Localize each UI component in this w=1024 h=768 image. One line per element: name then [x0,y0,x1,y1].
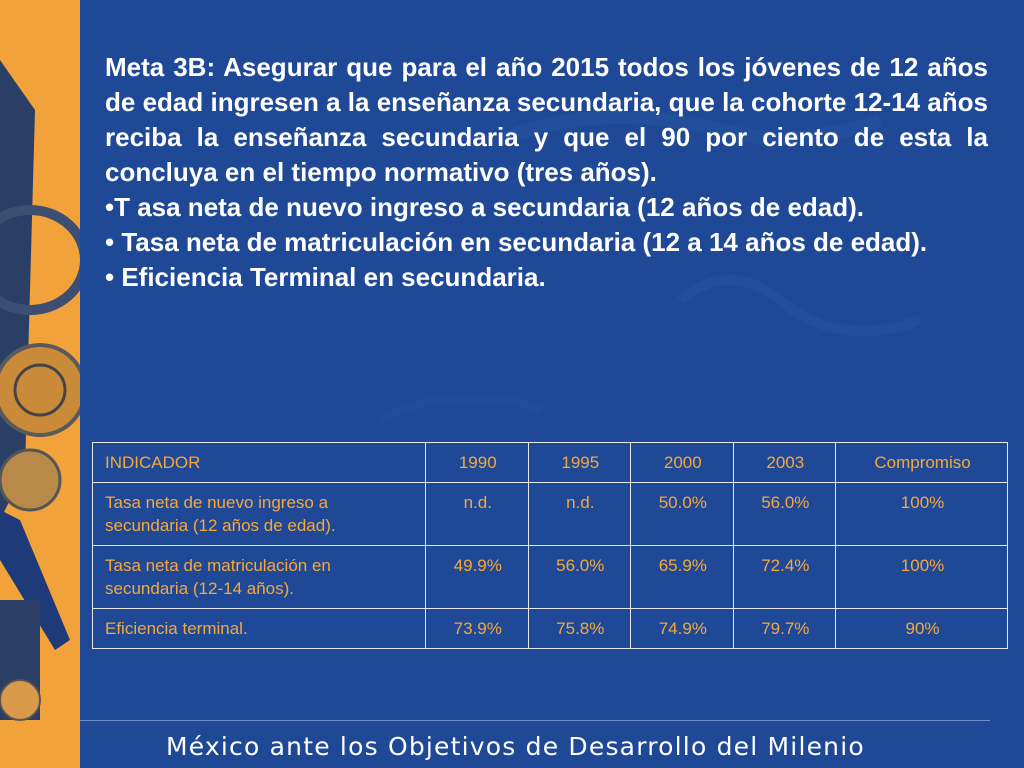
col-header-1990: 1990 [426,443,529,483]
goal-statement: Meta 3B: Asegurar que para el año 2015 todos los jóvenes de 12 años de edad ingresen a la enseñanza secundaria, que la cohorte 12-14 años reciba la enseñanza secundaria y que el 90 por ciento de esta la concluya en el tiempo normativo (tres años). [105,52,988,187]
bullet-enrollment-rate: • Tasa neta de matriculación en secundaria (12 a 14 años de edad). [105,227,928,257]
footer-title: México ante los Objetivos de Desarrollo del Milenio [166,732,865,761]
cell-value: 75.8% [528,609,631,649]
row-label: Tasa neta de matriculación en secundaria (12-14 años). [93,546,426,609]
cell-value: 100% [836,483,1008,546]
clock-illustration-icon [0,0,80,768]
table-header-row [93,443,1008,483]
cell-value: 100% [836,546,1008,609]
cell-value: 56.0% [733,483,836,546]
col-header-1995: 1995 [528,443,631,483]
bullet-terminal-efficiency: • Eficiencia Terminal en secundaria. [105,262,546,292]
table-row [93,483,1008,546]
cell-value: 49.9% [426,546,529,609]
col-header-2003: 2003 [733,443,836,483]
cell-value: 74.9% [631,609,734,649]
col-header-compromiso: Compromiso [836,443,1008,483]
row-label: Tasa neta de nuevo ingreso a secundaria (12 años de edad). [93,483,426,546]
bullet-new-entry-rate: •T asa neta de nuevo ingreso a secundaria (12 años de edad). [105,192,865,222]
cell-value: 56.0% [528,546,631,609]
col-header-2000: 2000 [631,443,734,483]
col-header-indicator: INDICADOR [93,443,426,483]
goal-text-block [105,50,988,295]
cell-value: 90% [836,609,1008,649]
cell-value: 79.7% [733,609,836,649]
cell-value: 65.9% [631,546,734,609]
cell-value: n.d. [426,483,529,546]
footer-divider [80,720,990,721]
indicators-table [92,442,1008,649]
table-row [93,609,1008,649]
cell-value: 72.4% [733,546,836,609]
row-label: Eficiencia terminal. [93,609,426,649]
cell-value: 50.0% [631,483,734,546]
table-row [93,546,1008,609]
decorative-side-strip [0,0,80,768]
cell-value: n.d. [528,483,631,546]
cell-value: 73.9% [426,609,529,649]
